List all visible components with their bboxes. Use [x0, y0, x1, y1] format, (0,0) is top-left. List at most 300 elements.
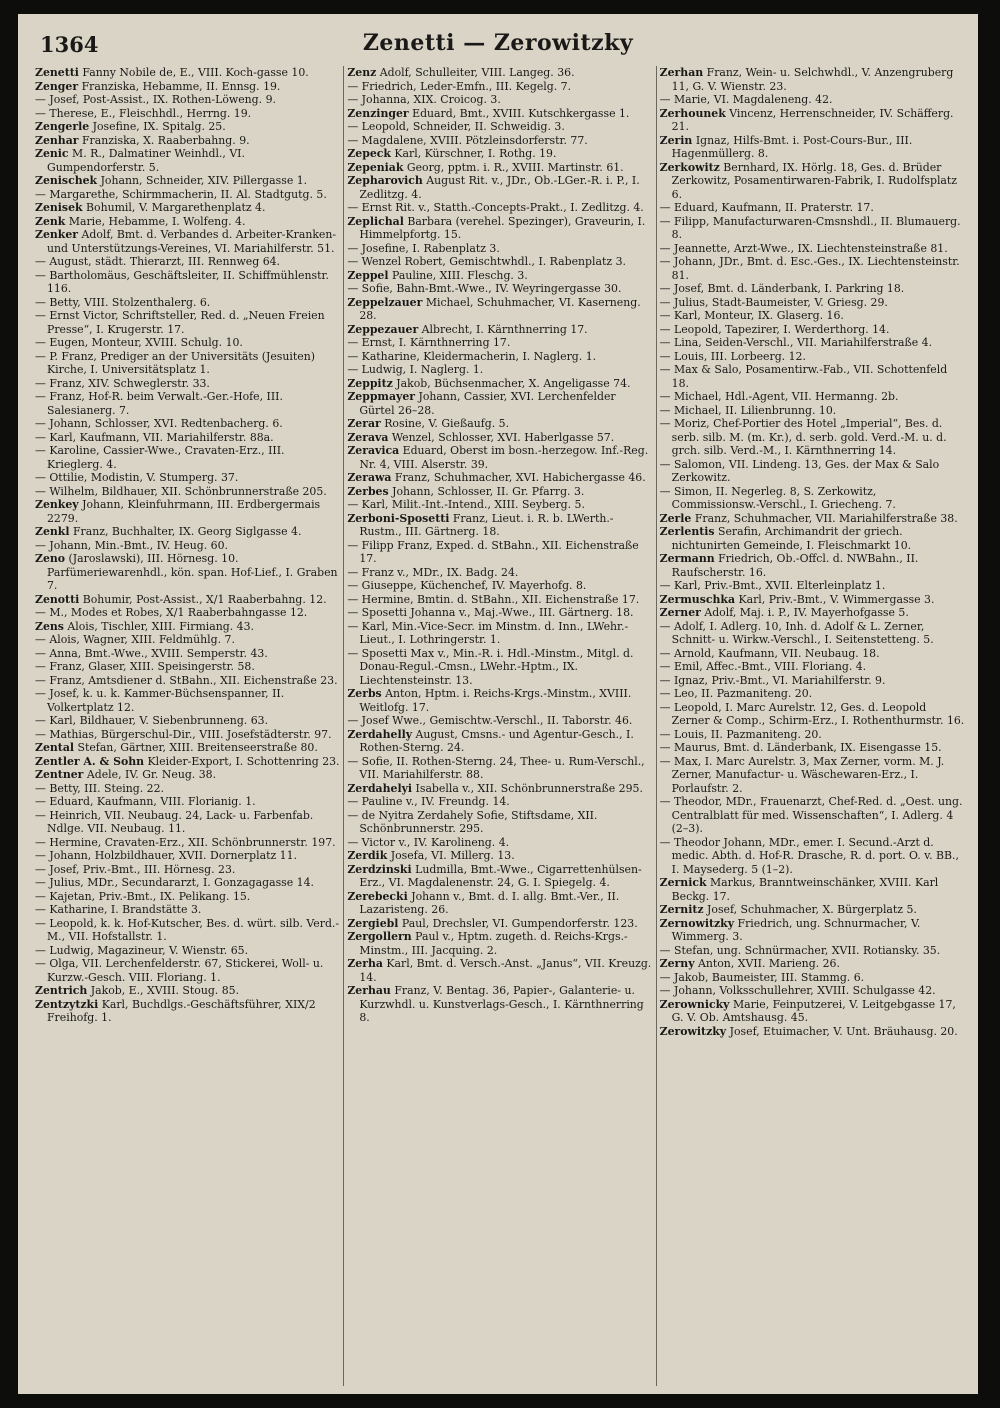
entry-text: — Ernst Victor, Schriftsteller, Red. d. „Neuen Freien Presse“, I. Krugerstr. 17. [35, 309, 325, 336]
directory-entry [35, 593, 340, 607]
entry-surname: Zernowitzky [659, 916, 735, 930]
directory-entry [35, 755, 340, 769]
entry-surname: Zepharovich [347, 174, 423, 187]
directory-entry [35, 836, 340, 850]
entry-text: Paul v., Hptm. zugeth. d. Reichs-Krgs.-Minstm., III. Jacquing. 2. [359, 930, 628, 957]
directory-entry [35, 809, 340, 836]
directory-entry [660, 107, 965, 134]
entry-surname: Zepeniak [347, 160, 404, 174]
entry-text: — Franz, XIV. Schweglerstr. 33. [35, 376, 210, 390]
directory-entry [660, 728, 965, 742]
directory-entry [347, 795, 652, 809]
entry-text: — Franz, Glaser, XIII. Speisingerstr. 58. [35, 660, 255, 673]
entry-text: Franziska, X. Raaberbahng. 9. [81, 133, 250, 147]
directory-entry [347, 161, 652, 175]
entry-text: — Eduard, Kaufmann, II. Praterstr. 17. [659, 201, 874, 214]
directory-entry [660, 363, 965, 390]
entry-surname: Zermuschka [659, 592, 735, 606]
directory-entry [347, 296, 652, 323]
entry-text: Johann, Kleinfuhrmann, III. Erdbergermais 2279. [47, 498, 321, 525]
entry-text: — Josef, k. u. k. Kammer-Büchsenspanner, II. Volkertplatz 12. [35, 687, 285, 714]
entry-text: August, Cmsns.- und Agentur-Gesch., I. Rothen-Sterng. 24. [359, 727, 634, 754]
entry-text: — August, städt. Thierarzt, III. Rennweg 64. [35, 255, 281, 268]
entry-text: — Leopold, Schneider, II. Schweidig. 3. [347, 120, 565, 133]
entry-text: — Wenzel Robert, Gemischtwhdl., I. Rabenplatz 3. [347, 255, 626, 268]
entry-text: Franz, Buchhalter, IX. Georg Siglgasse 4. [72, 525, 302, 538]
entry-text: Fanny Nobile de, E., VIII. Koch-gasse 10. [82, 66, 309, 79]
entry-text: — Ottilie, Modistin, V. Stumperg. 37. [35, 471, 239, 484]
directory-entry [347, 930, 652, 957]
directory-entry [660, 296, 965, 310]
directory-entry [35, 768, 340, 782]
entry-text: — Olga, VII. Lerchenfelderstr. 67, Stickerei, Woll- u. Kurzw.-Gesch. VIII. Floriang. 1. [35, 957, 324, 984]
entry-surname: Zermann [659, 552, 715, 565]
entry-text: Bohumil, V. Margarethenplatz 4. [86, 201, 266, 214]
entry-text: Wenzel, Schlosser, XVI. Haberlgasse 57. [391, 430, 615, 444]
directory-entry [660, 957, 965, 971]
entry-surname: Zergiebl [347, 916, 399, 930]
directory-entry [35, 269, 340, 296]
directory-entry [347, 147, 652, 161]
directory-entry [660, 417, 965, 458]
entry-text: Marie, Feinputzerei, V. Leitgebgasse 17, G. V. Ob. Amtshausg. 45. [671, 997, 956, 1024]
directory-entry [347, 336, 652, 350]
entry-text: — Emil, Affec.-Bmt., VIII. Floriang. 4. [659, 660, 867, 673]
entry-text: — Sofie, Bahn-Bmt.-Wwe., IV. Weyringergasse 30. [347, 282, 622, 295]
entry-surname: Zenotti [35, 592, 80, 606]
entry-text: — Betty, III. Steing. 22. [35, 781, 165, 795]
directory-entry [660, 998, 965, 1025]
entry-text: Adele, IV. Gr. Neug. 38. [86, 768, 217, 781]
entry-surname: Zenk [35, 214, 66, 228]
entry-surname: Zerny [659, 957, 695, 970]
column-left [32, 66, 343, 1386]
directory-entry [347, 714, 652, 728]
directory-entry [35, 93, 340, 107]
entry-text: Bernhard, IX. Hörlg. 18, Ges. d. Brüder Zerkowitz, Posamentirwaren-Fabrik, I. Rudolfsplatz 6. [671, 160, 958, 201]
directory-entry [35, 552, 340, 593]
entry-surname: Zengerle [35, 120, 90, 133]
directory-entry [35, 350, 340, 377]
entry-text: — Stefan, ung. Schnürmacher, XVII. Rotiansky. 35. [659, 943, 941, 957]
entry-text: — Michael, II. Lilienbrunng. 10. [659, 403, 837, 417]
directory-entry [347, 485, 652, 499]
directory-entry [347, 417, 652, 431]
entry-text: — Theodor Johann, MDr., emer. I. Secund.-Arzt d. medic. Abth. d. Hof-R. Drasche, R. d. port. O. v. BB., I. Maysederg. 5 (1–2). [659, 835, 959, 876]
entry-text: Anton, XVII. Marieng. 26. [698, 957, 840, 970]
directory-entry [35, 674, 340, 688]
entry-text: — Maurus, Bmt. d. Länderbank, IX. Eisengasse 15. [659, 741, 942, 754]
entry-surname: Zenger [35, 79, 79, 93]
entry-text: — Margarethe, Schirmmacherin, II. Al. Stadtgutg. 5. [35, 187, 327, 201]
directory-entry [347, 498, 652, 512]
entry-text: Franz, Lieut. i. R. b. LWerth.-Rustm., III. Gärtnerg. 18. [359, 511, 614, 538]
directory-entry [660, 525, 965, 552]
entry-text: — Leo, II. Pazmaniteng. 20. [659, 687, 813, 700]
directory-entry [347, 390, 652, 417]
directory-entry [347, 269, 652, 283]
directory-entry [35, 417, 340, 431]
directory-entry [660, 836, 965, 877]
entry-text: — de Nyitra Zerdahely Sofie, Stiftsdame, XII. Schönbrunnerstr. 295. [347, 808, 598, 835]
directory-entry [35, 228, 340, 255]
directory-entry [35, 336, 340, 350]
entry-text: — Hermine, Bmtin. d. StBahn., XII. Eichenstraße 17. [347, 592, 640, 606]
directory-entry [660, 971, 965, 985]
directory-entry [660, 323, 965, 337]
directory-entry [660, 795, 965, 836]
entry-text: — Max & Salo, Posamentirw.-Fab., VII. Schottenfeld 18. [659, 363, 948, 390]
entry-text: — Therese, E., Fleischhdl., Herrng. 19. [35, 106, 252, 120]
directory-entry [347, 282, 652, 296]
directory-entry [35, 390, 340, 417]
directory-entry [35, 498, 340, 525]
entry-surname: Zerownicky [659, 997, 730, 1011]
directory-entry [35, 782, 340, 796]
page-number: 1364 [40, 32, 99, 57]
directory-entry [347, 431, 652, 445]
directory-entry [347, 863, 652, 890]
directory-entry [35, 741, 340, 755]
directory-entry [347, 512, 652, 539]
entry-text: — Josef, Bmt. d. Länderbank, I. Parkring 18. [659, 282, 905, 295]
entry-text: — Karl, Monteur, IX. Glaserg. 16. [659, 309, 844, 322]
directory-entry [347, 957, 652, 984]
directory-entry [347, 728, 652, 755]
directory-entry [347, 755, 652, 782]
entry-text: — Karl, Milit.-Int.-Intend., XIII. Seyberg. 5. [347, 498, 585, 511]
entry-text: Anton, Hptm. i. Reichs-Krgs.-Minstm., XVIII. Weitlofg. 17. [359, 687, 632, 714]
entry-surname: Zerner [659, 606, 701, 619]
entry-text: — Arnold, Kaufmann, VII. Neubaug. 18. [659, 646, 880, 660]
entry-text: — Eugen, Monteur, XVIII. Schulg. 10. [35, 336, 243, 349]
directory-entry [347, 890, 652, 917]
entry-text: Albrecht, I. Kärnthnerring 17. [421, 322, 588, 336]
directory-entry [35, 984, 340, 998]
entry-surname: Zernick [659, 876, 707, 889]
entry-text: — Salomon, VII. Lindeng. 13, Ges. der Max & Salo Zerkowitz. [659, 457, 940, 484]
entry-text: Vincenz, Herrenschneider, IV. Schäfferg. 21. [671, 106, 954, 133]
directory-entry [35, 255, 340, 269]
directory-entry [347, 134, 652, 148]
entry-surname: Zerbes [347, 484, 389, 498]
entry-text: — Eduard, Kaufmann, VIII. Florianig. 1. [35, 795, 256, 808]
directory-entry [35, 309, 340, 336]
directory-entry [347, 201, 652, 215]
directory-entry [35, 66, 340, 80]
directory-entry [660, 984, 965, 998]
entry-surname: Zenischek [35, 174, 98, 187]
entry-text: — Simon, II. Negerleg. 8, S. Zerkowitz, Commissionsw.-Verschl., I. Griecheng. 7. [659, 484, 896, 511]
entry-surname: Zerbs [347, 687, 382, 700]
entry-surname: Zenkl [35, 525, 70, 538]
directory-entry [35, 296, 340, 310]
directory-entry [660, 458, 965, 485]
entry-text: — Josefine, I. Rabenplatz 3. [347, 241, 500, 255]
entry-text: — Adolf, I. Adlerg. 10, Inh. d. Adolf & L. Zerner, Schnitt- u. Wirkw.-Verschl., I. Seitenstetteng. 5. [659, 619, 934, 646]
entry-text: Josefa, VI. Millerg. 13. [390, 849, 515, 862]
entry-surname: Zerkowitz [659, 160, 720, 174]
directory-entry [35, 917, 340, 944]
entry-text: — Johann, JDr., Bmt. d. Esc.-Ges., IX. Liechtensteinstr. 81. [659, 255, 960, 282]
entry-surname: Zerhan [659, 66, 704, 79]
entry-text: M. R., Dalmatiner Weinhdl., VI. Gumpendorferstr. 5. [47, 147, 245, 174]
entry-surname: Zerebecki [347, 889, 408, 903]
directory-entry [35, 903, 340, 917]
entry-text: Adolf, Schulleiter, VIII. Langeg. 36. [379, 66, 575, 79]
entry-text: Franz, Schuhmacher, VII. Mariahilferstraße 38. [694, 511, 958, 525]
entry-text: Josef, Etuimacher, V. Unt. Bräuhausg. 20. [729, 1024, 958, 1038]
directory-entry [35, 147, 340, 174]
entry-surname: Zenhar [35, 133, 79, 147]
entry-text: — Josef, Priv.-Bmt., III. Hörnesg. 23. [35, 862, 236, 876]
entry-surname: Zental [35, 741, 75, 754]
entry-text: August Rit. v., JDr., Ob.-LGer.-R. i. P., I. Zedlitzg. 4. [359, 174, 640, 201]
entry-text: — Friedrich, Leder-Emfn., III. Kegelg. 7. [347, 79, 572, 93]
entry-text: — Leopold, I. Marc Aurelstr. 12, Ges. d. Leopold Zerner & Comp., Schirm-Erz., I. Rothenthurmstr. 16. [659, 700, 965, 727]
directory-entry [35, 201, 340, 215]
column-right [656, 66, 968, 1386]
entry-text: Franz, Schuhmacher, XVI. Habichergasse 46. [394, 471, 646, 484]
entry-surname: Zeplichal [347, 214, 404, 228]
entry-text: Johann, Schlosser, II. Gr. Pfarrg. 3. [392, 484, 585, 498]
directory-entry [660, 404, 965, 418]
entry-surname: Zenkey [35, 498, 79, 511]
directory-entry [660, 647, 965, 661]
entry-surname: Zerlentis [659, 525, 715, 538]
entry-text: (Jaroslawski), III. Hörnesg. 10. Parfümeriewarenhdl., kön. span. Hof-Lief., I. Graben 7. [47, 552, 338, 592]
directory-entry [660, 876, 965, 903]
entry-text: — Karl, Bildhauer, V. Siebenbrunneng. 63. [35, 714, 269, 727]
directory-entry [660, 917, 965, 944]
entry-surname: Zentler A. & Sohn [35, 754, 145, 768]
entry-text: Friedrich, ung. Schnurmacher, V. Wimmerg. 3. [671, 916, 921, 943]
directory-entry [660, 242, 965, 256]
entry-text: Johann, Cassier, XVI. Lerchenfelder Gürtel 26–28. [359, 390, 616, 417]
directory-entry [660, 701, 965, 728]
entry-text: Bohumir, Post-Assist., X/1 Raaberbahng. 12. [82, 592, 327, 606]
entry-surname: Zenzinger [347, 106, 409, 120]
directory-entry [660, 687, 965, 701]
directory-entry [35, 795, 340, 809]
directory-columns [32, 66, 968, 1386]
entry-surname: Zenetti [35, 66, 79, 79]
entry-surname: Zeppitz [347, 376, 393, 390]
directory-entry [347, 593, 652, 607]
entry-surname: Zeppelzauer [347, 295, 423, 309]
directory-entry [35, 660, 340, 674]
entry-surname: Zerhounek [659, 106, 726, 120]
directory-entry [35, 944, 340, 958]
entry-text: — Johanna, XIX. Croicog. 3. [347, 93, 501, 106]
entry-text: Eduard, Oberst im bosn.-herzegow. Inf.-Reg. Nr. 4, VIII. Alserstr. 39. [359, 444, 649, 471]
entry-text: — Jakob, Baumeister, III. Stammg. 6. [659, 970, 865, 984]
directory-entry [347, 984, 652, 1025]
entry-text: Markus, Branntweinschänker, XVIII. Karl Beckg. 17. [671, 876, 939, 903]
directory-entry [347, 363, 652, 377]
directory-entry [35, 444, 340, 471]
entry-text: Kleider-Export, I. Schottenring 23. [147, 754, 340, 768]
directory-entry [35, 539, 340, 553]
directory-entry [35, 876, 340, 890]
entry-text: Franz, Wein- u. Selchwhdl., V. Anzengruberg 11, G. V. Wienstr. 23. [671, 66, 954, 93]
entry-text: Georg, pptm. i. R., XVIII. Martinstr. 61. [406, 160, 624, 174]
directory-entry [347, 323, 652, 337]
entry-text: — Johann, Schlosser, XVI. Redtenbacherg. 6. [35, 417, 283, 430]
entry-text: Adolf, Maj. i. P., IV. Mayerhofgasse 5. [704, 606, 909, 619]
directory-entry [660, 944, 965, 958]
directory-entry [660, 593, 965, 607]
directory-entry [35, 890, 340, 904]
directory-entry [347, 93, 652, 107]
directory-entry [35, 471, 340, 485]
entry-text: — Magdalene, XVIII. Pötzleinsdorferstr. 77. [347, 133, 588, 147]
entry-text: — Josef Wwe., Gemischtw.-Verschl., II. Taborstr. 46. [347, 714, 633, 727]
entry-surname: Zerin [659, 133, 693, 147]
directory-entry [660, 93, 965, 107]
entry-text: — Sposetti Max v., Min.-R. i. Hdl.-Minstm., Mitgl. d. Donau-Regul.-Cmsn., LWehr.-Hptm., IX. Liechtensteinstr. 13. [347, 646, 634, 687]
entry-text: — Karl, Min.-Vice-Secr. im Minstm. d. Inn., LWehr.-Lieut., I. Lothringerstr. 1. [347, 619, 629, 646]
directory-entry [660, 215, 965, 242]
entry-text: Eduard, Bmt., XVIII. Kutschkergasse 1. [412, 106, 630, 120]
directory-entry [347, 350, 652, 364]
entry-text: — Johann, Volksschullehrer, XVIII. Schulgasse 42. [659, 984, 936, 997]
entry-text: — Ludwig, I. Naglerg. 1. [347, 363, 484, 376]
entry-text: — Jeannette, Arzt-Wwe., IX. Liechtensteinstraße 81. [659, 241, 948, 255]
directory-entry [660, 660, 965, 674]
directory-entry [660, 350, 965, 364]
directory-entry [35, 633, 340, 647]
directory-entry [660, 552, 965, 579]
entry-text: — Ignaz, Priv.-Bmt., VI. Mariahilferstr. 9. [659, 673, 886, 687]
entry-text: Karl, Bmt. d. Versch.-Anst. „Janus“, VII. Kreuzg. 14. [359, 957, 652, 984]
directory-entry [35, 687, 340, 714]
directory-entry [660, 512, 965, 526]
directory-entry [35, 620, 340, 634]
directory-entry [35, 431, 340, 445]
entry-surname: Zerboni-Sposetti [347, 511, 450, 525]
directory-entry [347, 215, 652, 242]
entry-text: Johann, Schneider, XIV. Pillergasse 1. [100, 174, 308, 187]
entry-surname: Zerava [347, 430, 389, 444]
directory-entry [35, 714, 340, 728]
entry-text: — Karl, Priv.-Bmt., XVII. Elterleinplatz 1. [659, 579, 886, 592]
entry-text: Marie, Hebamme, I. Wolfeng. 4. [68, 214, 246, 228]
entry-text: — Mathias, Bürgerschul-Dir., VIII. Josefstädterstr. 97. [35, 727, 332, 741]
directory-entry [347, 647, 652, 688]
directory-entry [347, 80, 652, 94]
page-header [18, 28, 978, 62]
directory-entry [660, 579, 965, 593]
directory-entry [660, 201, 965, 215]
entry-text: Josefine, IX. Spitalg. 25. [92, 120, 226, 133]
entry-surname: Zeppel [347, 268, 389, 282]
directory-entry [660, 336, 965, 350]
directory-entry [35, 863, 340, 877]
directory-entry [347, 444, 652, 471]
directory-entry [35, 120, 340, 134]
entry-text: — Max, I. Marc Aurelstr. 3, Max Zerner, vorm. M. J. Zerner, Manufactur- u. Wäschewaren-Erz., I. Porlaufstr. 2. [659, 754, 945, 795]
directory-entry [347, 255, 652, 269]
entry-text: — Julius, MDr., Secundararzt, I. Gonzagagasse 14. [35, 876, 315, 889]
directory-entry [347, 579, 652, 593]
directory-entry [660, 255, 965, 282]
entry-text: — Katharine, Kleidermacherin, I. Naglerg. 1. [347, 349, 597, 363]
entry-text: — Louis, III. Lorbeerg. 12. [659, 349, 806, 363]
entry-text: — Heinrich, VII. Neubaug. 24, Lack- u. Farbenfab. Ndlge. VII. Neubaug. 11. [35, 808, 314, 835]
directory-entry [35, 647, 340, 661]
directory-entry [35, 957, 340, 984]
directory-entry [660, 282, 965, 296]
entry-surname: Zentrich [35, 984, 88, 997]
entry-text: — Leopold, k. k. Hof-Kutscher, Bes. d. würt. silb. Verd.-M., VII. Hofstallstr. 1. [35, 916, 340, 943]
directory-entry [347, 606, 652, 620]
entry-text: — Franz, Amtsdiener d. StBahn., XII. Eichenstraße 23. [35, 673, 338, 687]
directory-entry [347, 566, 652, 580]
entry-text: — Franz v., MDr., IX. Badg. 24. [347, 565, 519, 579]
directory-entry [35, 485, 340, 499]
directory-entry [660, 674, 965, 688]
entry-text: Alois, Tischler, XIII. Firmiang. 43. [67, 619, 254, 633]
directory-entry [347, 174, 652, 201]
directory-entry [660, 903, 965, 917]
entry-text: Karl, Priv.-Bmt., V. Wimmergasse 3. [738, 592, 935, 606]
directory-entry [35, 377, 340, 391]
directory-entry [347, 782, 652, 796]
directory-entry [347, 471, 652, 485]
entry-surname: Zerdzinski [347, 862, 412, 876]
directory-entry [660, 485, 965, 512]
entry-text: Karl, Kürschner, I. Rothg. 19. [394, 147, 557, 160]
directory-entry [660, 161, 965, 202]
directory-page [18, 14, 978, 1394]
directory-entry [35, 215, 340, 229]
entry-text: — Ernst, I. Kärnthnerring 17. [347, 336, 511, 349]
entry-surname: Zerha [347, 957, 383, 970]
entry-surname: Zenker [35, 228, 79, 241]
entry-text: Ignaz, Hilfs-Bmt. i. Post-Cours-Bur., III. Hagenmüllerg. 8. [671, 133, 913, 160]
entry-text: — Johann, Min.-Bmt., IV. Heug. 60. [35, 538, 228, 552]
entry-text: — Karoline, Cassier-Wwe., Cravaten-Erz., III. Krieglerg. 4. [35, 444, 285, 471]
directory-entry [660, 606, 965, 620]
entry-surname: Zerdik [347, 849, 388, 862]
entry-text: Franziska, Hebamme, II. Ennsg. 19. [81, 79, 281, 93]
entry-text: Adolf, Bmt. d. Verbandes d. Arbeiter-Kranken- und Unterstützungs-Vereines, VI. Mariahilferstr. 51. [47, 228, 337, 255]
entry-text: — Wilhelm, Bildhauer, XII. Schönbrunnerstraße 205. [35, 484, 327, 498]
entry-surname: Zerdahelly [347, 727, 413, 741]
entry-surname: Zeno [35, 552, 66, 565]
directory-entry [347, 107, 652, 121]
entry-text: Josef, Schuhmacher, X. Bürgerplatz 5. [707, 903, 917, 916]
directory-entry [347, 539, 652, 566]
entry-text: Rosine, V. Gießaufg. 5. [384, 417, 510, 430]
entry-text: — Moriz, Chef-Portier des Hotel „Imperial“, Bes. d. serb. silb. M. (m. Kr.), d. serb. gold. Verd.-M. u. d. grch. silb. Verd.-M., I. Kärnthnerring 14. [659, 417, 947, 457]
entry-surname: Zeppmayer [347, 390, 416, 403]
entry-text: — Hermine, Cravaten-Erz., XII. Schönbrunnerstr. 197. [35, 835, 336, 849]
directory-entry [660, 620, 965, 647]
entry-text: — Pauline v., IV. Freundg. 14. [347, 795, 510, 808]
entry-surname: Zeravica [347, 444, 400, 457]
entry-text: — Ludwig, Magazineur, V. Wienstr. 65. [35, 943, 249, 957]
directory-entry [347, 242, 652, 256]
directory-entry [660, 390, 965, 404]
entry-text: — Josef, Post-Assist., IX. Rothen-Löweng. 9. [35, 93, 276, 106]
entry-text: — Louis, II. Pazmaniteng. 20. [659, 727, 822, 741]
entry-surname: Zerle [659, 511, 692, 525]
entry-text: Michael, Schuhmacher, VI. Kaserneng. 28. [359, 295, 641, 322]
directory-entry [660, 1025, 965, 1039]
entry-surname: Zeppezauer [347, 322, 419, 336]
